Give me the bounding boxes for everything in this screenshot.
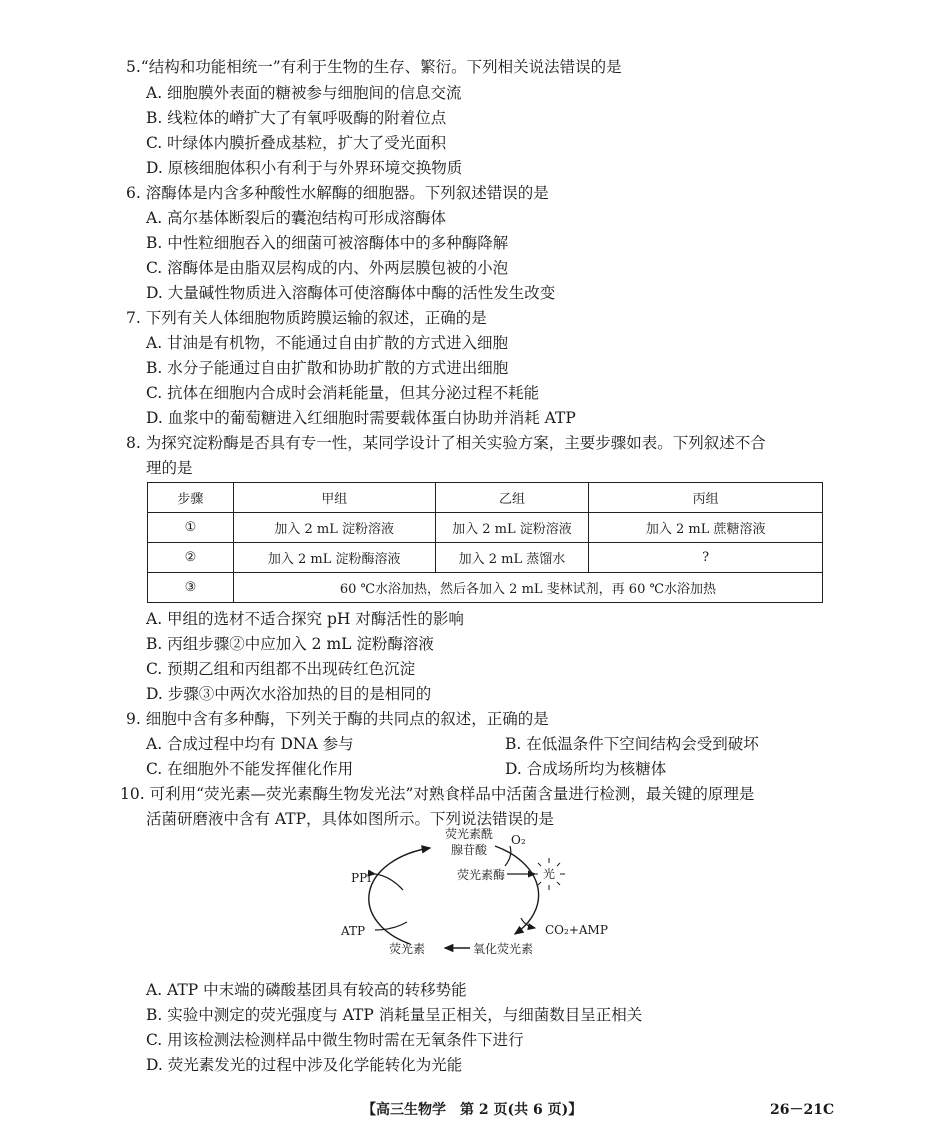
q10-option-a: A. ATP 中末端的磷酸基团具有较高的转移势能 [146,981,467,999]
table-header-row [148,483,823,513]
q9-option-b: B. 在低温条件下空间结构会受到破坏 [505,735,759,753]
q5-option-d: D. 原核细胞体积小有利于与外界环境交换物质 [146,159,463,177]
q7-option-a: A. 甘油是有机物，不能通过自由扩散的方式进入细胞 [146,334,509,352]
q7-option-c: C. 抗体在细胞内合成时会消耗能量，但其分泌过程不耗能 [146,384,540,402]
q7-option-d: D. 血浆中的葡萄糖进入红细胞时需要载体蛋白协助并消耗 ATP [146,409,576,427]
luciferin-label: 荧光素 [389,942,426,956]
q8-option-d: D. 步骤③中两次水浴加热的目的是相同的 [146,685,432,703]
q10-stem-line2: 活菌研磨液中含有 ATP，具体如图所示。下列说法错误的是 [146,810,555,828]
luciferase-label: 荧光素酶 [457,868,506,882]
acyl-adenylate-label-2: 腺苷酸 [451,843,488,857]
q9-option-a: A. 合成过程中均有 DNA 参与 [146,735,354,753]
q5-stem: 5.“结构和功能相统一”有利于生物的生存、繁衍。下列相关说法错误的是 [126,58,622,76]
q8-steps-table [147,482,823,603]
q6-stem: 6. 溶酶体是内含多种酸性水解酶的细胞器。下列叙述错误的是 [126,184,549,202]
table-header-cell: 步骤 [148,483,234,513]
co2-amp-label: CO₂+AMP [545,923,608,937]
table-row [148,513,823,543]
q8-option-c: C. 预期乙组和丙组都不出现砖红色沉淀 [146,660,416,678]
q6-option-c: C. 溶酶体是由脂双层构成的内、外两层膜包被的小泡 [146,259,509,277]
paper-code: 26－21C [770,1102,835,1118]
ppi-arrow [375,874,403,890]
atp-arrow [375,922,407,930]
ppi-label: PPi [351,871,371,885]
q8-option-a: A. 甲组的选材不适合探究 pH 对酶活性的影响 [146,610,464,628]
q5-option-a: A. 细胞膜外表面的糖被参与细胞间的信息交流 [146,84,462,102]
luciferase-cycle-diagram [335,826,625,976]
table-header-cell: 丙组 [589,483,823,513]
table-cell: ① [148,513,234,543]
q9-option-d: D. 合成场所均为核糖体 [505,760,667,778]
table-cell: 加入 2 mL 蔗糖溶液 [589,513,823,543]
q8-option-b: B. 丙组步骤②中应加入 2 mL 淀粉酶溶液 [146,635,434,653]
q9-option-c: C. 在细胞外不能发挥催化作用 [146,760,354,778]
q6-option-b: B. 中性粒细胞吞入的细菌可被溶酶体中的多种酶降解 [146,234,509,252]
q9-stem: 9. 细胞中含有多种酶，下列关于酶的共同点的叙述，正确的是 [126,710,549,728]
table-cell: 加入 2 mL 淀粉溶液 [435,513,589,543]
table-cell: ③ [148,573,234,603]
q5-option-b: B. 线粒体的嵴扩大了有氧呼吸酶的附着位点 [146,109,447,127]
table-header-cell: 甲组 [233,483,435,513]
q8-stem-line2: 理的是 [146,459,193,477]
o2-label: O₂ [511,833,526,847]
table-cell: ? [589,543,823,573]
table-cell-merged: 60 ℃水浴加热，然后各加入 2 mL 斐林试剂，再 60 ℃水浴加热 [233,573,822,603]
atp-label: ATP [341,924,366,938]
q10-option-b: B. 实验中测定的荧光强度与 ATP 消耗量呈正相关，与细菌数目呈正相关 [146,1006,643,1024]
table-cell: 加入 2 mL 蒸馏水 [435,543,589,573]
table-row [148,573,823,603]
table-cell: ② [148,543,234,573]
q7-stem: 7. 下列有关人体细胞物质跨膜运输的叙述，正确的是 [126,309,487,327]
q6-option-d: D. 大量碱性物质进入溶酶体可使溶酶体中酶的活性发生改变 [146,284,556,302]
table-header-cell: 乙组 [435,483,589,513]
q10-option-c: C. 用该检测法检测样品中微生物时需在无氧条件下进行 [146,1031,524,1049]
q10-stem-line1: 10. 可利用“荧光素—荧光素酶生物发光法”对熟食样品中活菌含量进行检测，最关键的原理是 [120,785,755,803]
q8-stem-line1: 8. 为探究淀粉酶是否具有专一性，某同学设计了相关实验方案，主要步骤如表。下列叙述不合 [126,434,766,452]
o2-arrow [505,846,511,866]
oxyluciferin-label: 氧化荧光素 [473,942,534,956]
acyl-adenylate-label: 荧光素酰 [445,827,494,841]
table-row [148,543,823,573]
page-footer: 【高三生物学 第 2 页(共 6 页)】 [362,1102,583,1118]
light-label: 光 [543,867,556,881]
q5-option-c: C. 叶绿体内膜折叠成基粒，扩大了受光面积 [146,134,447,152]
q7-option-b: B. 水分子能通过自由扩散和协助扩散的方式进出细胞 [146,359,509,377]
q6-option-a: A. 高尔基体断裂后的囊泡结构可形成溶酶体 [146,209,447,227]
q10-option-d: D. 荧光素发光的过程中涉及化学能转化为光能 [146,1056,463,1074]
cycle-arrow-right [495,846,539,934]
table-cell: 加入 2 mL 淀粉酶溶液 [233,543,435,573]
table-cell: 加入 2 mL 淀粉溶液 [233,513,435,543]
